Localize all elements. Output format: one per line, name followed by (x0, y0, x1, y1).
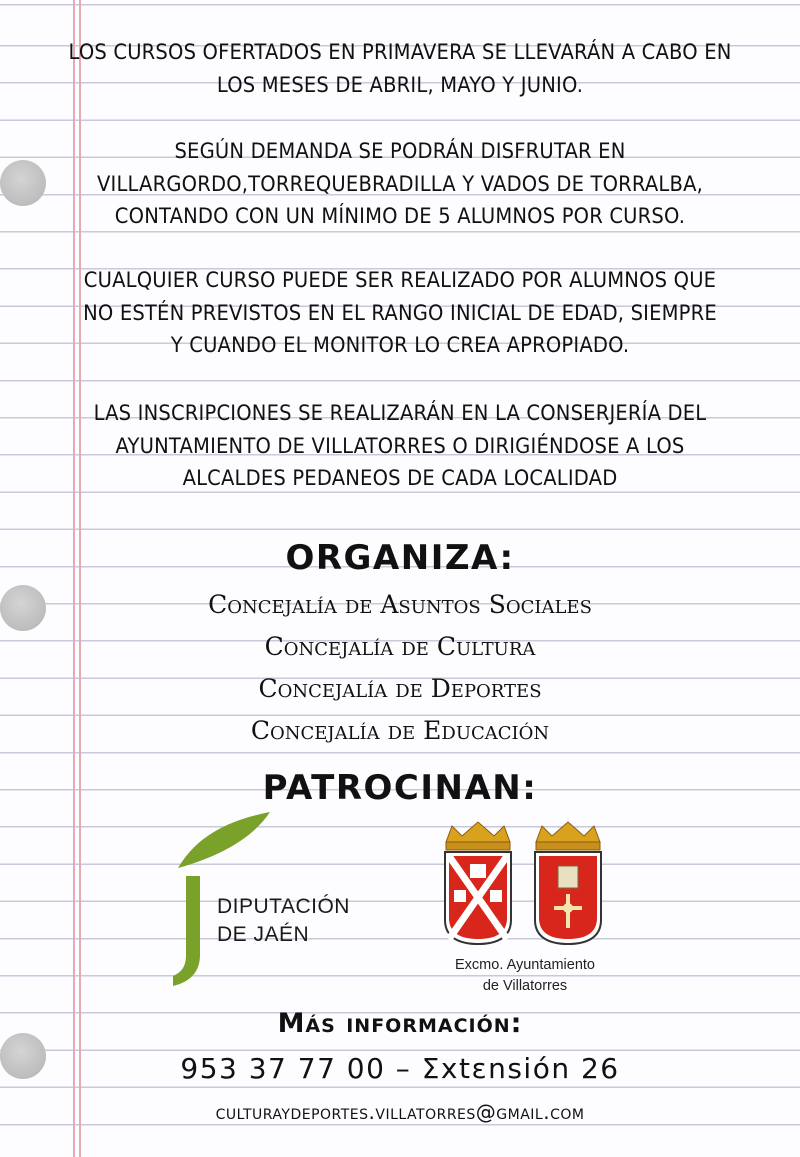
text-line: CUALQUIER CURSO PUEDE SER REALIZADO POR ALUMNOS QUE (83, 268, 717, 292)
text-line: AYUNTAMIENTO DE VILLATORRES O DIRIGIÉNDOSE A LOS (115, 433, 685, 458)
ayuntamiento-caption-line2: de Villatorres (482, 978, 568, 994)
text-line: ALCALDES PEDANEOS DE CADA LOCALIDAD (182, 466, 618, 490)
text-line: LOS CURSOS OFERTADOS EN PRIMAVERA SE LLEVARÁN A CABO EN (68, 40, 732, 64)
text-line: SEGÚN DEMANDA SE PODRÁN DISFRUTAR EN (174, 139, 626, 163)
text-line: LOS MESES DE ABRIL, MAYO Y JUNIO. (216, 72, 584, 97)
organizer-item: Concejalía de Deportes (258, 674, 542, 703)
paragraph-dates (28, 36, 772, 101)
organizer-item: Concejalía de Asuntos Sociales (208, 590, 592, 619)
diputacion-name-line1: DIPUTACIÓN (217, 895, 350, 918)
email-address[interactable]: culturaydeportes.villatorres@gmail.com (215, 1100, 585, 1124)
ayuntamiento-caption-line1: Excmo. Ayuntamiento (455, 957, 595, 973)
phone-number: 953 37 77 00 – Σxtεnsión 26 (180, 1052, 620, 1085)
text-line: VILLARGORDO,TORREQUEBRADILLA Y VADOS DE TORRALBA, (96, 171, 704, 196)
paragraph-locations (28, 135, 772, 233)
patrocinan-heading: PATROCINAN: (262, 768, 538, 808)
diputacion-name-line2: DE JAÉN (217, 923, 310, 946)
organizer-item: Concejalía de Educación (250, 716, 550, 745)
text-line: Y CUANDO EL MONITOR LO CREA APROPIADO. (170, 333, 630, 357)
text-line: NO ESTÉN PREVISTOS EN EL RANGO INICIAL DE EDAD, SIEMPRE (83, 300, 717, 325)
text-line: LAS INSCRIPCIONES SE REALIZARÁN EN LA CONSERJERÍA DEL (93, 401, 707, 425)
diputacion-jaen-logo (170, 810, 390, 990)
paragraph-inscriptions (28, 397, 772, 495)
paragraph-age-range (28, 264, 772, 362)
text-line: CONTANDO CON UN MÍNIMO DE 5 ALUMNOS POR CURSO. (114, 204, 686, 228)
organizer-item: Concejalía de Cultura (264, 632, 536, 661)
organiza-heading: ORGANIZA: (285, 538, 515, 578)
more-info-heading: Más información: (277, 1008, 523, 1039)
